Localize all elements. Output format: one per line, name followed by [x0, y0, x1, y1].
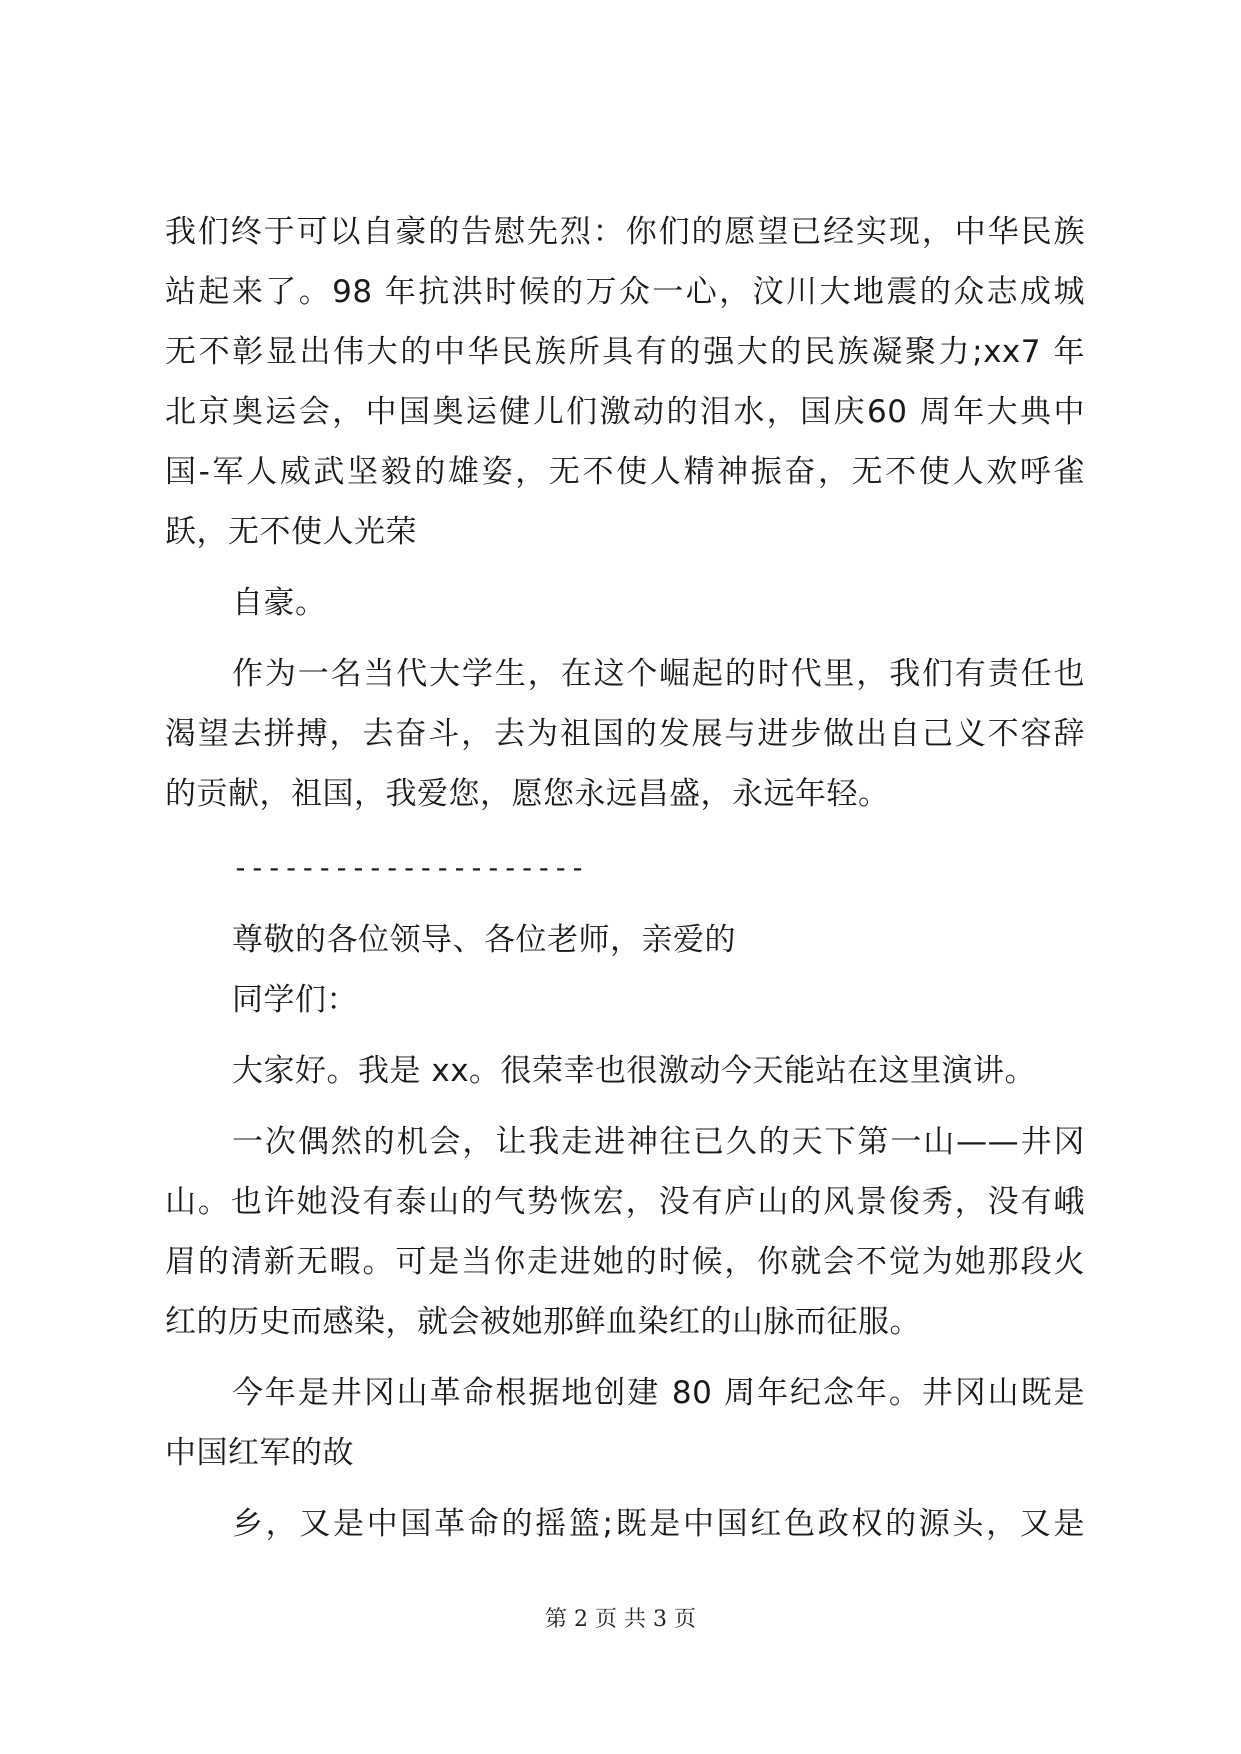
text-line: 今年是井冈山革命根据地创建 80 周年纪念年。井冈山既是	[232, 1375, 1085, 1411]
text-line: 跃，无不使人光荣	[165, 514, 417, 550]
section-divider: ---------------------	[232, 851, 587, 884]
text-line: 大家好。我是 xx。很荣幸也很激动今天能站在这里演讲。	[232, 1053, 1037, 1089]
text-line: 北京奥运会，中国奥运健儿们激动的泪水，国庆60 周年大典中	[165, 394, 1085, 430]
text-line: 自豪。	[232, 585, 327, 621]
text-line: 一次偶然的机会，让我走进神往已久的天下第一山——井冈	[232, 1124, 1085, 1160]
text-line: 我们终于可以自豪的告慰先烈：你们的愿望已经实现，中华民族	[165, 214, 1085, 250]
text-line: 尊敬的各位领导、各位老师，亲爱的	[232, 922, 736, 958]
text-line: 无不彰显出伟大的中华民族所具有的强大的民族凝聚力;xx7 年	[165, 334, 1085, 370]
text-line: 山。也许她没有泰山的气势恢宏，没有庐山的风景俊秀，没有峨	[165, 1184, 1085, 1220]
text-line: 眉的清新无暇。可是当你走进她的时候，你就会不觉为她那段火	[165, 1244, 1085, 1280]
page-number-footer: 第 2 页 共 3 页	[545, 1607, 696, 1632]
text-line: 同学们：	[232, 982, 358, 1018]
text-line: 中国红军的故	[165, 1435, 354, 1471]
text-line: 国-军人威武坚毅的雄姿，无不使人精神振奋，无不使人欢呼雀	[165, 454, 1085, 490]
text-line: 渴望去拼搏，去奋斗，去为祖国的发展与进步做出自己义不容辞	[165, 716, 1085, 752]
text-line: 乡，又是中国革命的摇篮;既是中国红色政权的源头，又是	[232, 1506, 1085, 1542]
text-line: 站起来了。98 年抗洪时候的万众一心，汶川大地震的众志成城	[165, 274, 1085, 310]
text-line: 红的历史而感染，就会被她那鲜血染红的山脉而征服。	[165, 1304, 921, 1340]
text-line: 作为一名当代大学生，在这个崛起的时代里，我们有责任也	[232, 656, 1085, 692]
text-line: 的贡献，祖国，我爱您，愿您永远昌盛，永远年轻。	[165, 776, 890, 812]
